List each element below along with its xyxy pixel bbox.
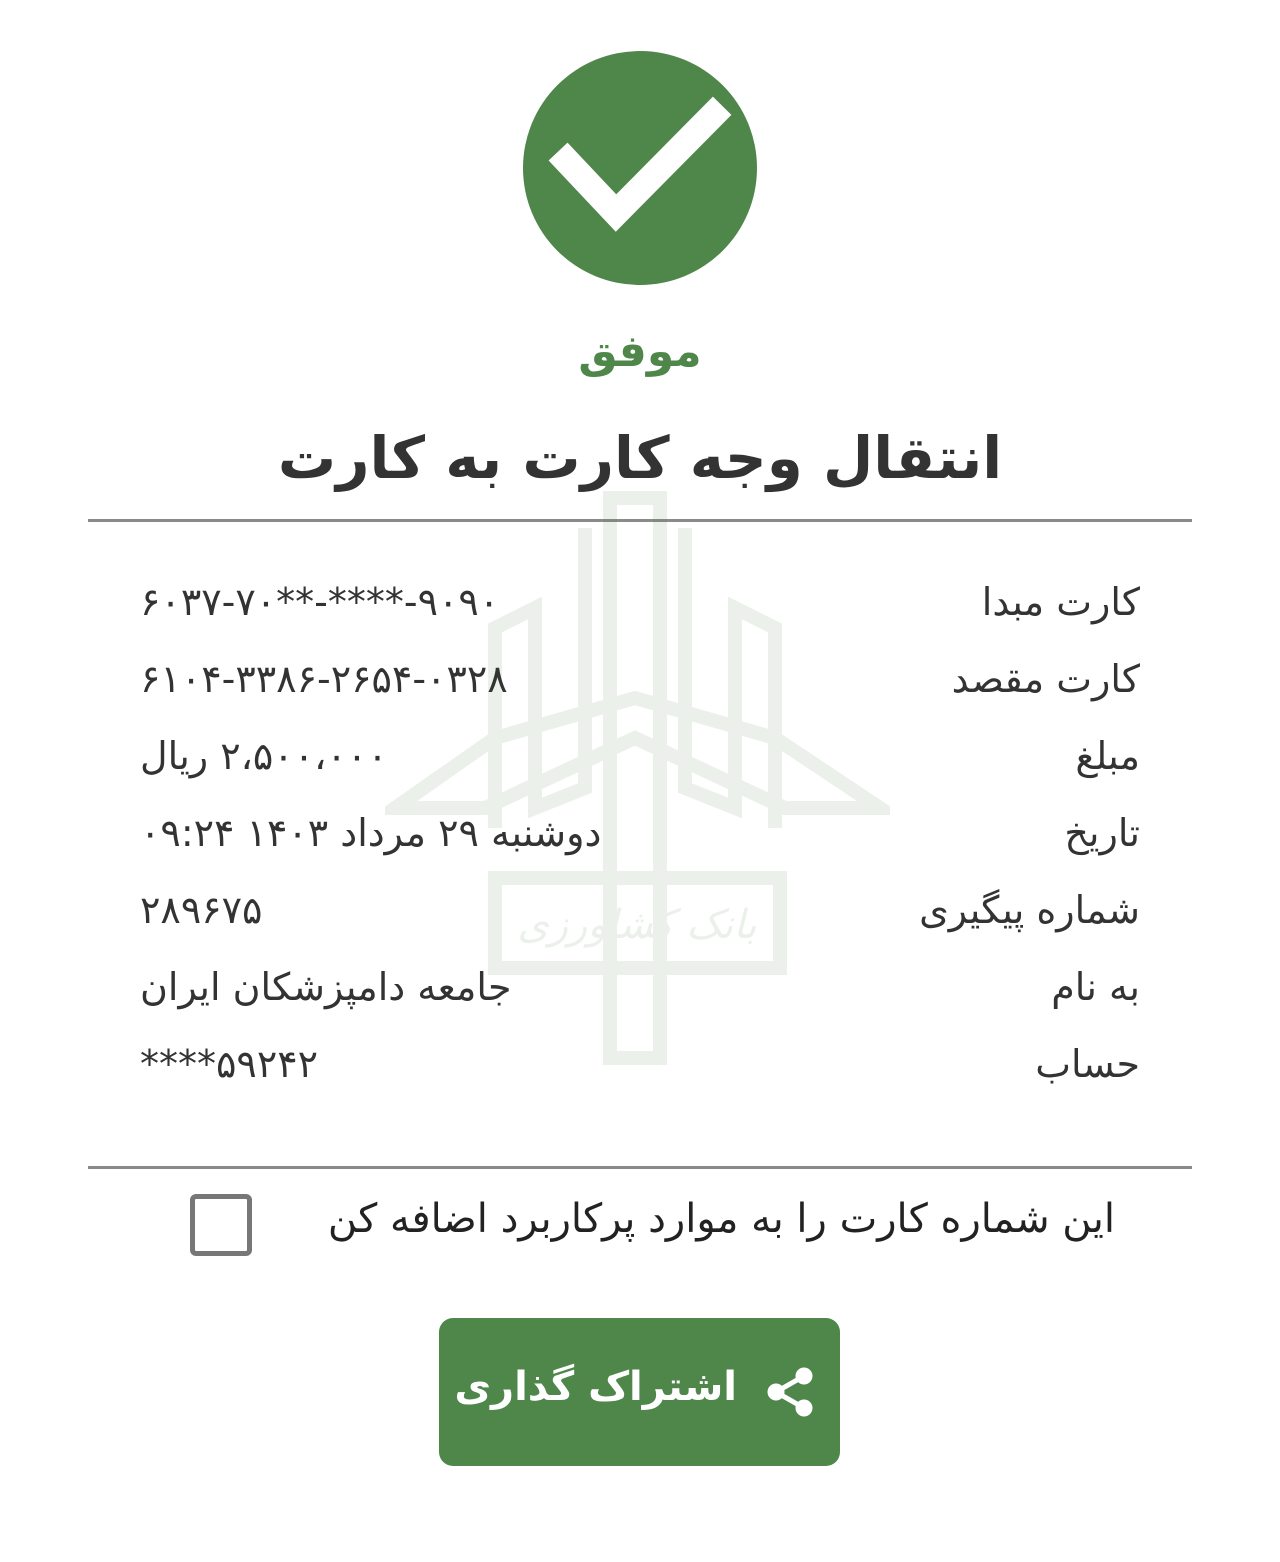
value-account: ****۵۹۲۴۲ bbox=[140, 1042, 319, 1086]
value-amount: ۲،۵۰۰،۰۰۰ ریال bbox=[140, 734, 388, 778]
label-date: تاریخ bbox=[1064, 811, 1140, 855]
row-account bbox=[140, 1042, 1140, 1119]
receipt-details bbox=[140, 580, 1140, 1119]
add-to-favorites-label[interactable]: این شماره کارت را به موارد پرکاربرد اضافه کن bbox=[327, 1196, 1115, 1242]
label-account: حساب bbox=[1035, 1042, 1140, 1086]
row-destination-card bbox=[140, 657, 1140, 734]
row-date bbox=[140, 811, 1140, 888]
add-to-favorites-checkbox[interactable] bbox=[190, 1194, 252, 1256]
share-button-label[interactable]: اشتراک گذاری bbox=[454, 1364, 737, 1410]
bottom-divider bbox=[88, 1166, 1192, 1169]
status-text: موفق bbox=[578, 326, 702, 377]
row-recipient-name bbox=[140, 965, 1140, 1042]
value-tracking-number: ۲۸۹۶۷۵ bbox=[140, 888, 263, 932]
success-check-icon bbox=[523, 51, 757, 285]
value-recipient-name: جامعه دامپزشکان ایران bbox=[140, 965, 512, 1009]
label-recipient-name: به نام bbox=[1051, 965, 1140, 1009]
label-source-card: کارت مبدا bbox=[981, 580, 1140, 624]
value-date: دوشنبه ۲۹ مرداد ۱۴۰۳ ۰۹:۲۴ bbox=[140, 811, 602, 855]
row-source-card bbox=[140, 580, 1140, 657]
watermark-text: بانک کشاورزی bbox=[517, 902, 757, 948]
label-tracking-number: شماره پیگیری bbox=[919, 888, 1140, 932]
label-destination-card: کارت مقصد bbox=[951, 657, 1140, 701]
row-tracking-number bbox=[140, 888, 1140, 965]
share-icon bbox=[764, 1366, 816, 1418]
receipt-title: انتقال وجه کارت به کارت bbox=[277, 424, 1003, 492]
label-amount: مبلغ bbox=[1075, 734, 1140, 778]
value-source-card: ۶۰۳۷-۷۰**-****-۹۰۹۰ bbox=[140, 580, 500, 624]
value-destination-card: ۶۱۰۴-۳۳۸۶-۲۶۵۴-۰۳۲۸ bbox=[140, 657, 508, 701]
share-button[interactable] bbox=[439, 1318, 840, 1466]
row-amount bbox=[140, 734, 1140, 811]
add-to-favorites-option[interactable] bbox=[190, 1194, 1115, 1258]
